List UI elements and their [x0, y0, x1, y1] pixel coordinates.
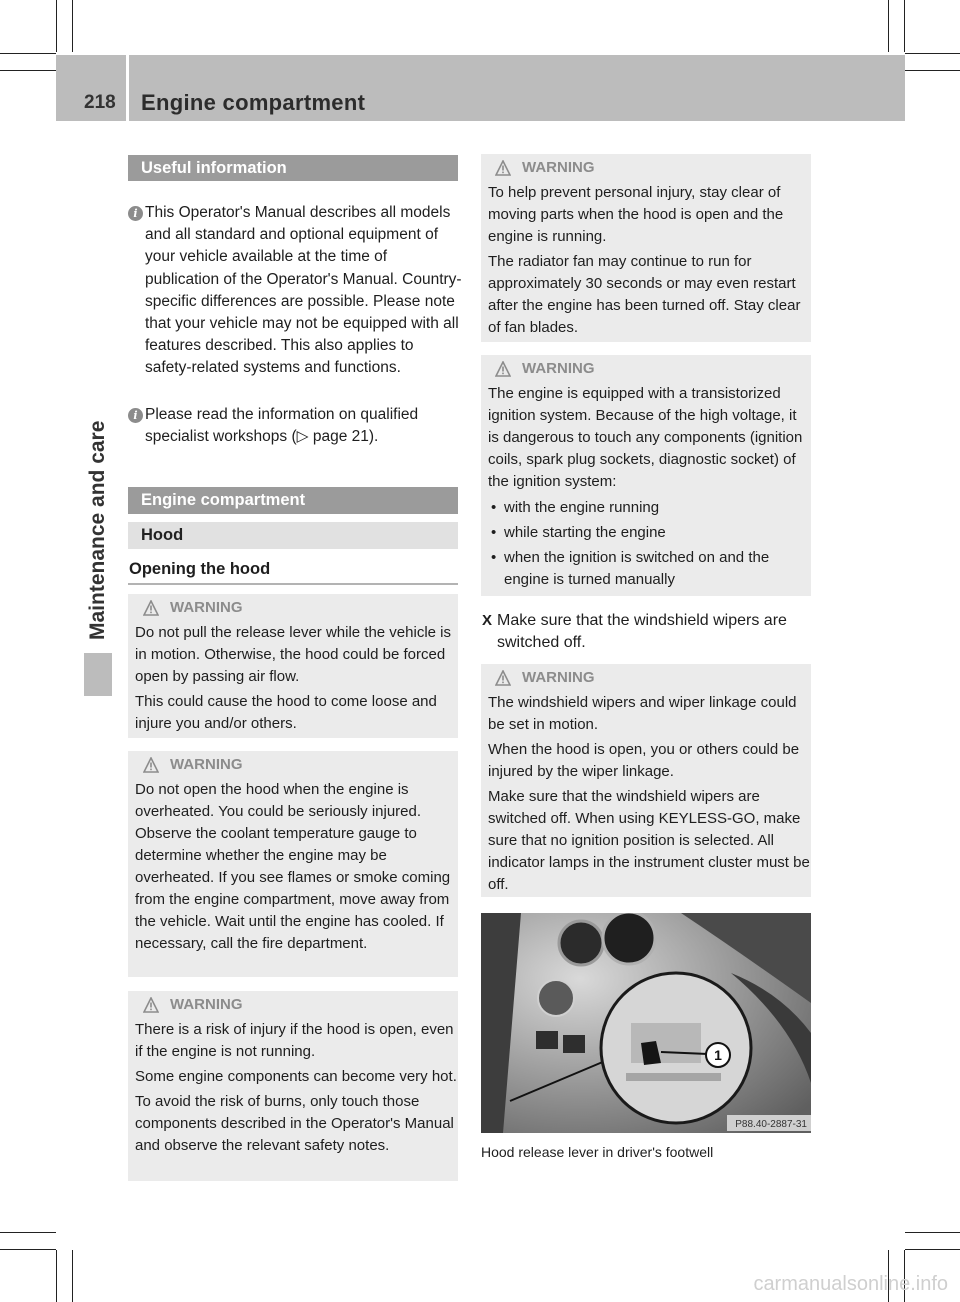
chapter-tab: Maintenance and care: [86, 420, 109, 640]
page-title: Engine compartment: [141, 90, 366, 115]
warning-triangle-icon: [495, 670, 511, 686]
warning-text: [135, 1019, 457, 1160]
warning-paragraph: To avoid the risk of burns, only touch those components described in the Operator's Manual and observe the relevant safety notes.: [135, 1093, 454, 1154]
warning-paragraph: Do not open the hood when the engine is overheated. You could be seriously injured. Observe the coolant temperature gauge to determine whether the engine may be overheated. If you see flames or smoke coming from the engine compartment, move away from the vehicle. Wait until the engine has cooled. If necessary, call the fire department.: [135, 781, 451, 952]
crop-mark: [56, 0, 57, 52]
warning-paragraph: Do not pull the release lever while the vehicle is in motion. Otherwise, the hood could be forced open by passing air flow.: [135, 624, 452, 685]
bullet-item: • while starting the engine: [488, 522, 810, 544]
warning-label: WARNING: [170, 599, 243, 616]
warning-triangle-icon: [143, 600, 159, 616]
crop-mark: [0, 1232, 56, 1233]
crop-mark: [72, 0, 73, 52]
warning-label: WARNING: [170, 756, 243, 773]
crop-mark: [905, 1232, 960, 1233]
warning-triangle-icon: [143, 997, 159, 1013]
crop-mark: [56, 1250, 57, 1302]
bullet-item: • with the engine running: [488, 497, 810, 519]
warning-paragraph: The windshield wipers and wiper linkage could be set in motion.: [488, 694, 797, 733]
figure-code: P88.40-2887-31: [735, 1119, 807, 1130]
warning-paragraph: This could cause the hood to come loose and injure you and/or others.: [135, 693, 437, 732]
warning-box: [128, 751, 458, 977]
warning-triangle-icon: [495, 160, 511, 176]
bullet-item: • when the ignition is switched on and the engine is turned manually: [488, 547, 810, 591]
warning-label: WARNING: [170, 996, 243, 1013]
step-text: Make sure that the windshield wipers are switched off.: [497, 612, 787, 651]
warning-box: [481, 664, 811, 897]
warning-box: [128, 991, 458, 1181]
warning-label: WARNING: [522, 360, 595, 377]
crop-mark: [0, 53, 56, 54]
crop-mark: [888, 0, 889, 52]
figure-callout: 1: [714, 1047, 722, 1063]
figure-caption: Hood release lever in driver's footwell: [481, 1144, 714, 1160]
page-number: 218: [84, 92, 116, 113]
warning-text: [488, 182, 810, 342]
crop-mark: [72, 1250, 73, 1302]
crop-mark: [905, 1249, 960, 1250]
warning-box: [128, 594, 458, 738]
warning-bullet-list: [488, 497, 810, 591]
warning-label: WARNING: [522, 669, 595, 686]
crop-mark: [905, 53, 960, 54]
warning-text: [488, 383, 810, 594]
warning-text: [488, 692, 810, 899]
info-paragraph: Please read the information on qualified specialist workshops (▷ page 21).: [145, 406, 419, 446]
crop-mark: [0, 70, 56, 71]
warning-triangle-icon: [495, 361, 511, 377]
warning-text: [135, 622, 455, 738]
warning-box: [481, 154, 811, 342]
warning-paragraph: To help prevent personal injury, stay clear of moving parts when the hood is open and the engine is running.: [488, 184, 784, 245]
warning-paragraph: Some engine components can become very hot.: [135, 1068, 457, 1085]
watermark: carmanualsonline.info: [753, 1273, 948, 1295]
crop-mark: [904, 0, 905, 52]
subsub-heading: Opening the hood: [129, 560, 271, 578]
warning-paragraph: There is a risk of injury if the hood is open, even if the engine is not running.: [135, 1021, 454, 1060]
warning-triangle-icon: [143, 757, 159, 773]
step-marker: X: [482, 612, 493, 629]
info-paragraph: This Operator's Manual describes all models and all standard and optional equipment of your vehicle available at the time of publication of the Operator's Manual. Country-specific differences are possible. Please note that your vehicle may not be equipped with all features described. This also applies to safety-related systems and functions.: [145, 204, 462, 377]
warning-box: [481, 355, 811, 596]
heading-rule: [128, 583, 458, 585]
warning-paragraph: Make sure that the windshield wipers are switched off. When using KEYLESS-GO, make sure that no ignition position is selected. All indicator lamps in the instrument cluster must be off.: [488, 788, 810, 893]
sub-heading: Hood: [128, 522, 458, 549]
crop-mark: [0, 1249, 56, 1250]
warning-text: [135, 779, 457, 958]
warning-paragraph: The radiator fan may continue to run for approximately 30 seconds or may even restart after the engine has been turned off. Stay clear of fan blades.: [488, 253, 801, 336]
section-heading: Engine compartment: [128, 487, 458, 514]
info-icon: i: [128, 408, 143, 423]
hood-release-photo: [481, 913, 811, 1133]
warning-paragraph: The engine is equipped with a transistorized ignition system. Because of the high voltage, it is dangerous to touch any components (ignition coils, spark plug sockets, diagnostic socket) of the ignition system:: [488, 385, 803, 490]
warning-label: WARNING: [522, 159, 595, 176]
info-icon: i: [128, 206, 143, 221]
header-divider: [126, 55, 129, 121]
useful-info-heading: Useful information: [128, 155, 458, 181]
chapter-tab-marker: [84, 653, 112, 696]
crop-mark: [905, 70, 960, 71]
photo-illustration: [481, 913, 811, 1133]
warning-paragraph: When the hood is open, you or others could be injured by the wiper linkage.: [488, 741, 800, 780]
